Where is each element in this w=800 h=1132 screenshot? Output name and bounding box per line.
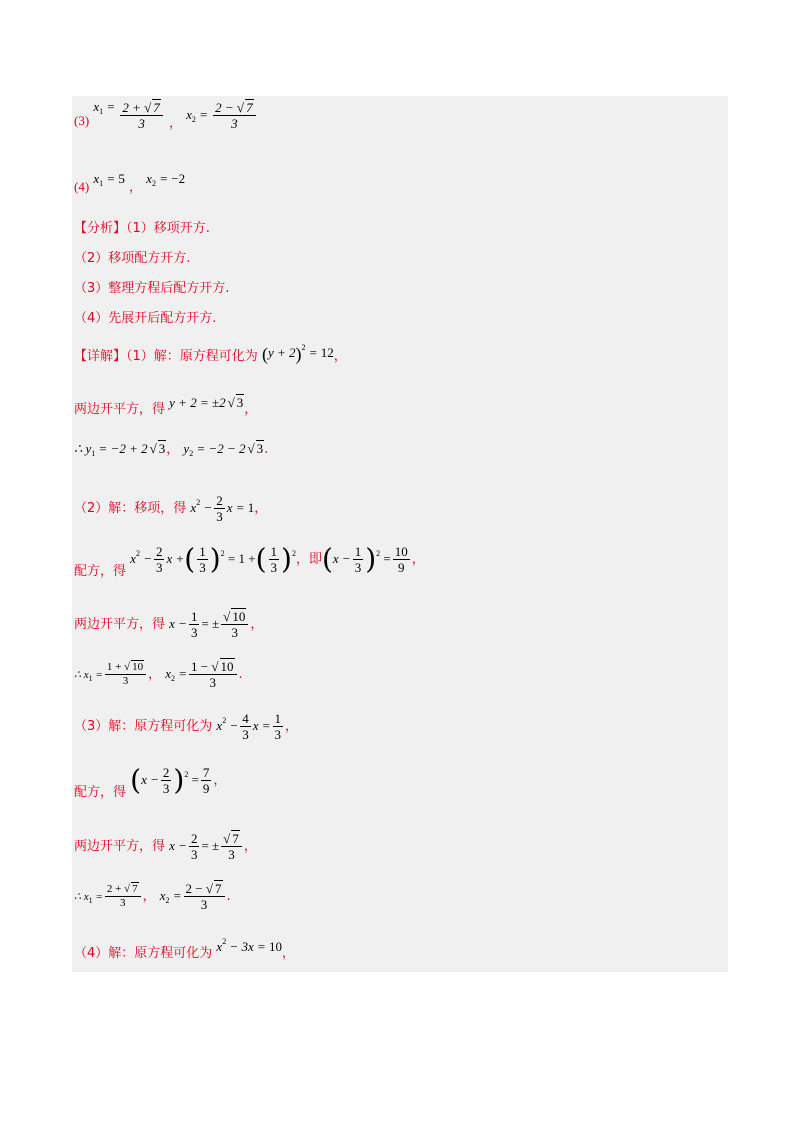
detail-text: 两边开平方，得 [74, 402, 166, 417]
detail-4-intro [74, 938, 295, 960]
math-fraction: $\frac{2}{3}$ [162, 765, 170, 796]
math-fraction: $\frac{7}{9}$ [202, 765, 210, 796]
math-fraction: $\frac{1}{3}$ [274, 711, 282, 742]
analysis-line-1 [74, 222, 210, 235]
detail-text: 配方，得 [74, 564, 127, 579]
math-fraction: $\frac{1 - √ 10}{3}$ [189, 660, 236, 689]
punct: . [264, 442, 269, 457]
punct: ， [142, 889, 156, 904]
answer-label: (3) [74, 113, 90, 128]
detail-1-result [74, 442, 268, 458]
math-fraction: $\frac{4}{3}$ [242, 711, 249, 742]
punct: ， [285, 719, 299, 734]
math-fraction: $\frac{1 + √ 10}{3}$ [105, 662, 146, 687]
math-fraction: $\frac{√ 7}{3}$ [221, 832, 242, 861]
math-expr: ∴ $x_1$ = [74, 891, 103, 905]
detail-2-intro [74, 494, 267, 523]
math-expr: $x_2$ = [165, 666, 188, 683]
punct: ， [243, 839, 257, 854]
math-fraction: $\frac{2 - √ 7}{3}$ [184, 882, 225, 911]
punct: ， [168, 116, 182, 131]
detail-text: ，即 [295, 552, 322, 567]
math-fraction: $\frac{1}{3}$ [354, 544, 362, 575]
math-fraction: $\frac{2 - √ 7}{3}$ [213, 101, 255, 130]
math-fraction: $\frac{√ 10}{3}$ [221, 610, 248, 639]
detail-1-intro [74, 344, 347, 363]
math-expr: ∴ $x_1$ = [74, 669, 103, 683]
analysis-line-4: （4）先展开后配方开方. [74, 311, 217, 326]
math-fraction: $\frac{2 + √ 7}{3}$ [105, 884, 141, 909]
punct: ， [244, 402, 258, 417]
math-expr: $x^2 - 3x = 10$ [216, 937, 283, 954]
math-fraction: $\frac{2 + √ 7}{3}$ [120, 101, 162, 130]
math-expr: x − [169, 616, 187, 631]
detail-text: （1）解：原方程可化为 [126, 349, 258, 364]
math-expr: $x^2$ − [190, 498, 213, 515]
math-fraction: $\frac{2}{3}$ [155, 544, 163, 575]
answer-label: (4) [74, 179, 90, 194]
math-expr: $x^2$ − [130, 549, 152, 566]
math-expr: $x_2 = -2$ [146, 171, 186, 188]
detail-3-complete: 配方，得 (x − $\frac{2}{3}$ )$^2$ = $\frac{7}{9}$ ， [74, 763, 227, 800]
punct: ， [148, 667, 162, 682]
detail-text: 两边开平方，得 [74, 617, 166, 632]
math-fraction: $\frac{1}{3}$ [190, 609, 198, 640]
math-expr: $x_1 = 5$ [93, 171, 125, 188]
punct: ， [282, 946, 296, 961]
math-fraction: $\frac{2}{3}$ [216, 493, 223, 524]
math-expr: x − [141, 772, 159, 787]
math-expr: x = 1 [226, 500, 255, 515]
math-fraction: $\frac{1}{3}$ [270, 544, 277, 575]
detail-title: 【详解】 [74, 349, 127, 364]
punct: ， [411, 552, 425, 567]
detail-2-open: 两边开平方，得 x − $\frac{1}{3}$ = ± $\frac{√ 10}{3}$ ， [74, 609, 264, 640]
detail-text: 配方，得 [74, 785, 127, 800]
math-expr: $y_2 = -2 - 2$ √ 3 [183, 441, 264, 458]
math-expr: ∴ $y_1 = -2 + 2$ √ 3 [74, 441, 166, 458]
detail-2-result [74, 660, 243, 689]
analysis-title: 【分析】 [74, 221, 127, 236]
punct: ， [254, 501, 268, 516]
punct: ， [333, 349, 347, 364]
detail-text: （4）解：原方程可化为 [74, 946, 213, 961]
punct: ， [250, 617, 264, 632]
answer-3 [74, 100, 258, 130]
math-expr: $(y + 2)^2 = 12$ [261, 343, 334, 365]
punct: . [238, 667, 243, 682]
detail-3-intro: （3）解：原方程可化为 $x^2$ − $\frac{4}{3}$ x = $\frac{1}{3}$ ， [74, 711, 299, 742]
detail-text: （2）解：移项，得 [74, 501, 187, 516]
punct: . [226, 889, 231, 904]
math-expr: y + 2 = ±2 √ 3 [169, 395, 244, 410]
detail-3-result [74, 882, 231, 911]
punct: ， [129, 180, 143, 195]
punct: ， [166, 442, 180, 457]
analysis-line-2: （2）移项配方开方. [74, 251, 191, 266]
detail-text: 两边开平方，得 [74, 839, 166, 854]
detail-2-complete: 配方，得 $x^2$ − $\frac{2}{3}$ x +( $\frac{1}{3}$ )$^2$ = 1 +( $\frac{1}{3}$ )$^2$，即(x − $\frac{1}{3}$ )$^2$ = $\frac{10}{9}$ ， [74, 542, 425, 579]
detail-3-open: 两边开平方，得 x − $\frac{2}{3}$ = ± $\frac{√ 7}{3}$ ， [74, 831, 257, 862]
analysis-line-3: （3）整理方程后配方开方. [74, 281, 230, 296]
math-fraction: $\frac{10}{9}$ [394, 544, 408, 575]
math-expr: $x_1$ = [93, 99, 119, 116]
punct: ， [213, 773, 227, 788]
math-expr: x − [169, 838, 187, 853]
detail-1-open [74, 396, 257, 416]
analysis-text: （1）移项开方. [126, 221, 210, 236]
math-expr: $x_2$ = [159, 888, 182, 905]
math-fraction: $\frac{1}{3}$ [199, 544, 206, 575]
math-fraction: $\frac{2}{3}$ [190, 831, 198, 862]
detail-text: （3）解：原方程可化为 [74, 719, 213, 734]
math-expr: $x_2$ = [186, 107, 212, 124]
math-expr: $x^2$ − [216, 716, 239, 733]
answer-4 [74, 172, 185, 194]
